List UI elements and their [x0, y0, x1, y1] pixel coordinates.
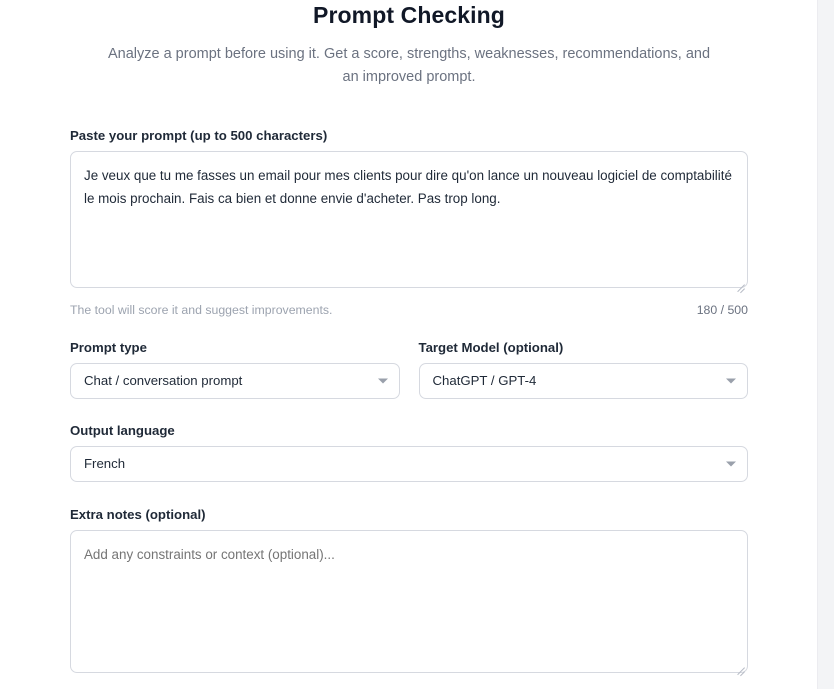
output-language-select[interactable] — [70, 446, 748, 482]
chevron-down-icon — [726, 378, 736, 383]
extra-notes-input[interactable] — [70, 530, 748, 673]
prompt-type-select[interactable] — [70, 363, 400, 399]
prompt-helper-text: The tool will score it and suggest improvements. — [70, 302, 333, 317]
output-language-value: French — [84, 456, 126, 472]
target-model-label: Target Model (optional) — [418, 339, 564, 355]
prompt-type-group — [70, 340, 400, 399]
prompt-field-label: Paste your prompt (up to 500 characters) — [70, 127, 328, 143]
target-model-group — [419, 340, 749, 399]
page-scrollbar-rail[interactable] — [817, 0, 834, 689]
prompt-field-group — [70, 128, 748, 317]
chevron-down-icon — [726, 461, 736, 466]
prompt-type-label: Prompt type — [70, 339, 147, 355]
page-subtitle: Analyze a prompt before using it. Get a score, strengths, weaknesses, recommendations, and an improved prompt. — [107, 46, 711, 86]
target-model-value: ChatGPT / GPT-4 — [432, 373, 537, 389]
page-title: Prompt Checking — [313, 2, 505, 28]
extra-notes-group — [70, 507, 748, 678]
prompt-input[interactable] — [70, 151, 748, 288]
prompt-character-counter: 180 / 500 — [696, 302, 748, 317]
prompt-type-value: Chat / conversation prompt — [84, 373, 243, 389]
output-language-group — [70, 423, 748, 482]
extra-notes-label: Extra notes (optional) — [70, 506, 206, 522]
chevron-down-icon — [378, 378, 388, 383]
prompt-helper-row — [70, 303, 748, 317]
target-model-select[interactable] — [419, 363, 749, 399]
selects-row — [70, 340, 748, 399]
output-language-label: Output language — [70, 422, 175, 438]
